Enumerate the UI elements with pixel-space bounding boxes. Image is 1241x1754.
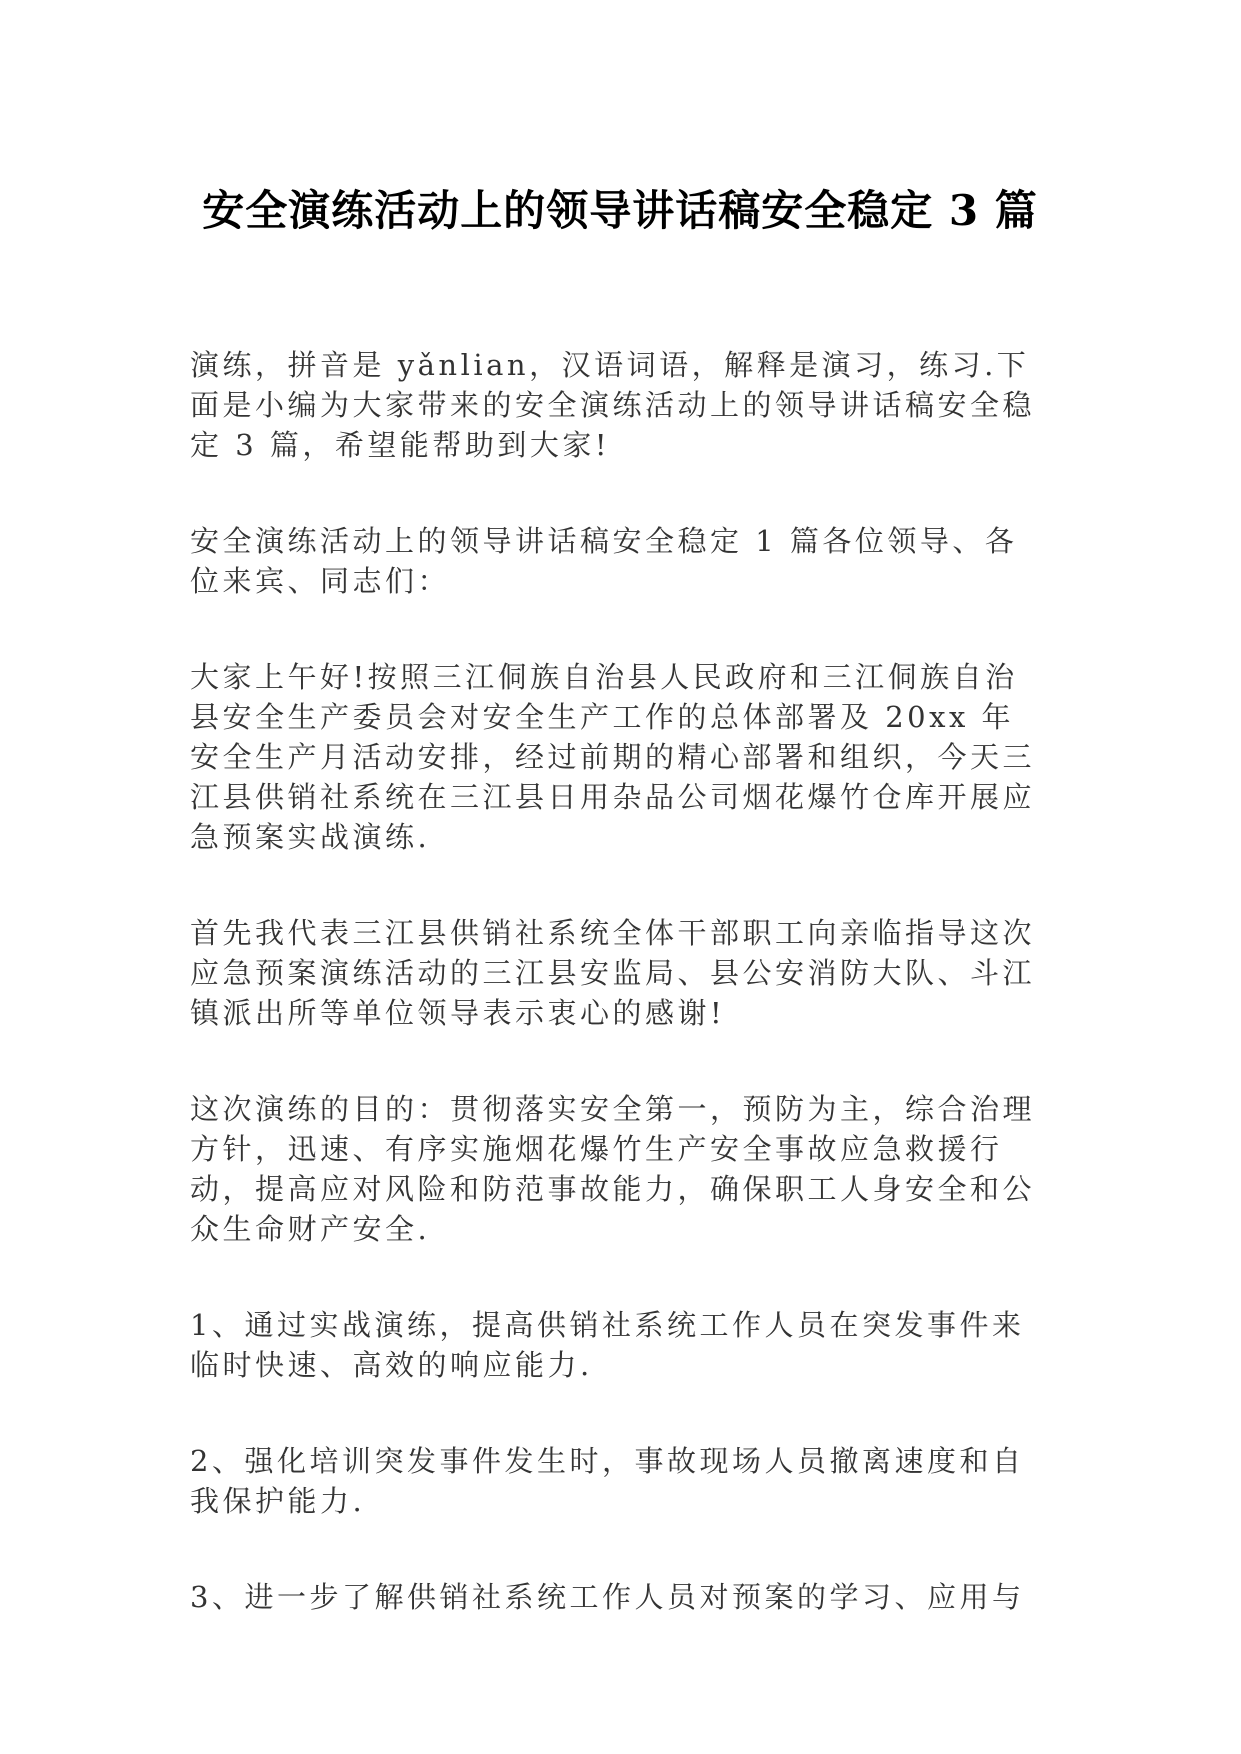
paragraph-intro: 演练，拼音是 yǎnlian，汉语词语，解释是演习，练习.下面是小编为大家带来的安全演练活动上的领导讲话稿安全稳定 3 篇，希望能帮助到大家! (190, 348, 1036, 462)
paragraph-item-2: 2、强化培训突发事件发生时，事故现场人员撤离速度和自我保护能力. (190, 1444, 1025, 1518)
document-body (190, 345, 1040, 1673)
paragraph-thanks: 首先我代表三江县供销社系统全体干部职工向亲临指导这次应急预案演练活动的三江县安监局、县公安消防大队、斗江镇派出所等单位领导表示衷心的感谢! (190, 916, 1036, 1030)
document-title: 安全演练活动上的领导讲话稿安全稳定 3 篇 (202, 186, 1038, 235)
paragraph-greeting: 安全演练活动上的领导讲话稿安全稳定 1 篇各位领导、各位来宾、同志们： (190, 524, 1018, 598)
paragraph-opening: 大家上午好!按照三江侗族自治县人民政府和三江侗族自治县安全生产委员会对安全生产工作的总体部署及 20xx 年安全生产月活动安排，经过前期的精心部署和组织，今天三江县供销社系统在三江县日用杂品公司烟花爆竹仓库开展应急预案实战演练. (190, 660, 1036, 854)
paragraph-purpose: 这次演练的目的：贯彻落实安全第一，预防为主，综合治理方针，迅速、有序实施烟花爆竹生产安全事故应急救援行动，提高应对风险和防范事故能力，确保职工人身安全和公众生命财产安全. (190, 1092, 1036, 1246)
paragraph-item-1: 1、通过实战演练，提高供销社系统工作人员在突发事件来临时快速、高效的响应能力. (190, 1308, 1025, 1382)
paragraph-item-3: 3、进一步了解供销社系统工作人员对预案的学习、应用与 (190, 1580, 1025, 1614)
